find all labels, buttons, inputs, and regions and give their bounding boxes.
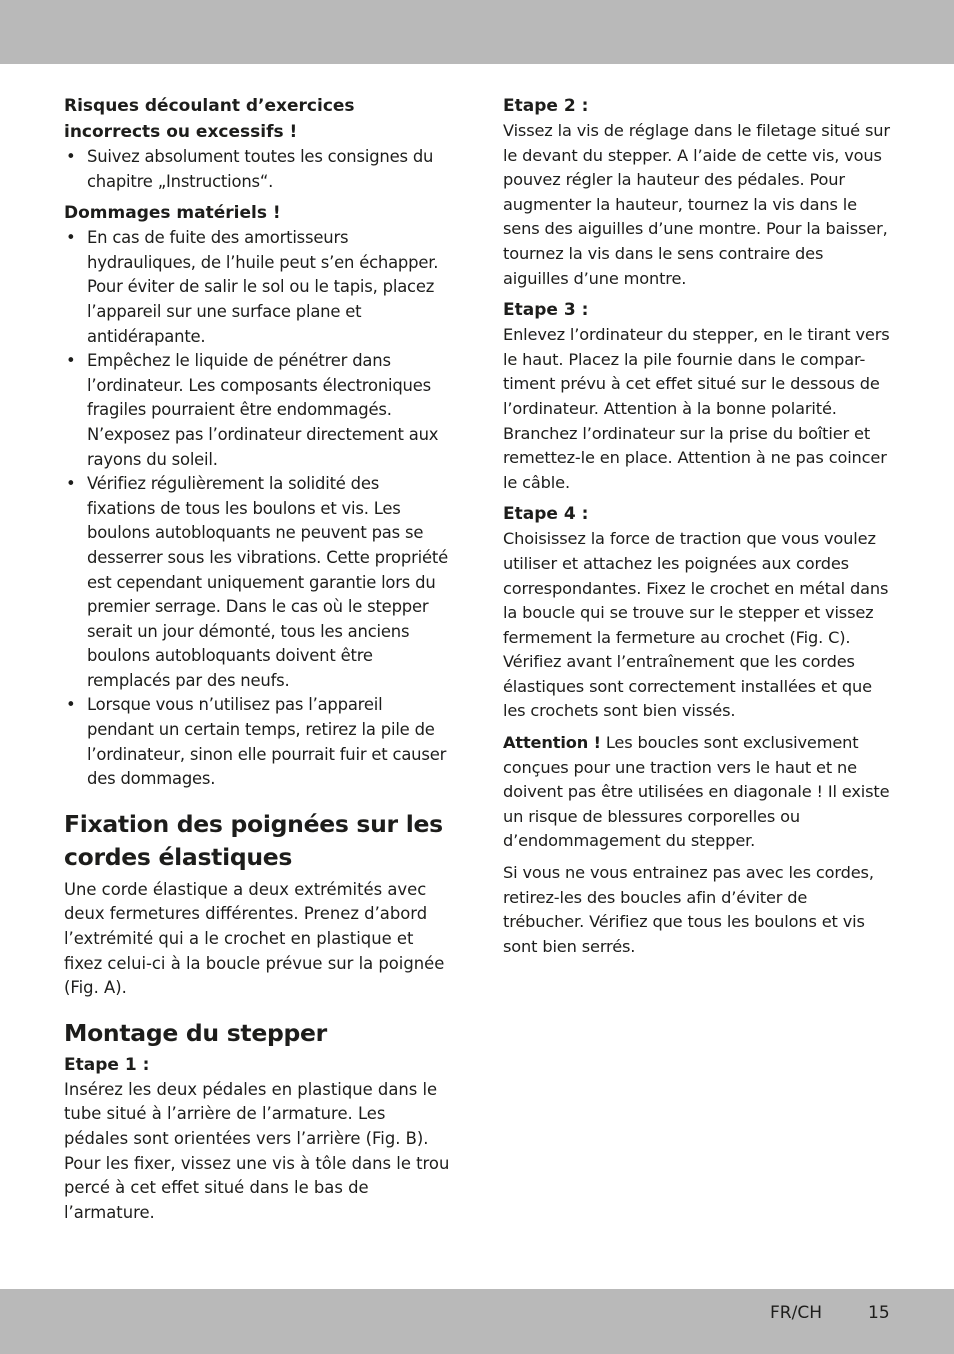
final-text: Si vous ne vous entrainez pas avec les cordes, retirez-les des boucles afin d’éviter de trébucher. Vérifiez que tous les boulons et vis sont bien serrés. [503,863,874,956]
step4-heading: Etape 4 : [503,504,589,525]
attention-text: Les boucles sont exclusivement conçues pour une traction vers le haut et ne doivent pas être utilisées en diagonale ! Il existe un risque de blessures corporelles ou d’endommagement du stepper. [503,733,890,851]
risk-list [64,145,450,194]
page-number: 15 [868,1303,890,1323]
risk-heading: Risques découlant d’exercices incorrects ou excessifs ! [64,96,355,142]
step2-heading: Etape 2 : [503,96,589,116]
fixation-heading: Fixation des poignées sur les cordes élastiques [64,809,443,871]
montage-heading: Montage du stepper [64,1018,327,1047]
list-item: • Empêchez le liquide de pénétrer dans l’ordinateur. Les composants électroniques fragiles pourraient être endommagés. N’exposez pas l’ordinateur directement aux rayons du soleil. [64,349,450,472]
right-column [503,93,893,959]
step2-text: Vissez la vis de réglage dans le filetage situé sur le devant du stepper. A l’aide de cette vis, vous pouvez régler la hauteur des pédales. Pour augmenter la hauteur, tournez la vis dans le sens des aiguilles d’une montre. Pour la baisser, tournez la vis dans le sens contraire des aiguilles d’une montre. [503,121,890,288]
left-column [64,93,450,1225]
footer-language: FR/CH [770,1303,822,1323]
step3-heading: Etape 3 : [503,300,589,321]
step3-text: Enlevez l’ordinateur du stepper, en le tirant vers le haut. Placez la pile fournie dans le compar-timent prévu à cet effet situé sur le dessous de l’ordinateur. Attention à la bonne polarité. Branchez l’ordinateur sur la prise du boîtier et remettez-le en place. Attention à ne pas coincer le câble. [503,325,890,492]
attention-label: Attention ! [503,733,601,753]
attention-paragraph [503,731,893,854]
step1-text: Insérez les deux pédales en plastique dans le tube situé à l’arrière de l’armature. Les pédales sont orientées vers l’arrière (Fig. B). Pour les fixer, vissez une vis à tôle dans le trou percé à cet effet situé dans le bas de l’armature. [64,1079,450,1222]
step4-text: Choisissez la force de traction que vous voulez utiliser et attachez les poignées aux cordes correspondantes. Fixez le crochet en métal dans la boucle qui se trouve sur le stepper et vissez fermement la fermeture au crochet (Fig. C). Vérifiez avant l’entraînement que les cordes élastiques sont correctement installées et que les crochets sont bien vissés. [503,529,889,721]
damage-list [64,226,450,792]
header-band [0,0,954,64]
list-item: • Vérifiez régulièrement la solidité des fixations de tous les boulons et vis. Les boulons autobloquants ne peuvent pas se desserrer sous les vibrations. Cette propriété est cependant uniquement garantie lors du premier serrage. Dans le cas où le stepper serait un jour démonté, tous les anciens boulons autobloquants doivent être remplacés par des neufs. [64,472,450,693]
damage-heading: Dommages matériels ! [64,203,281,224]
list-item: • Lorsque vous n’utilisez pas l’appareil pendant un certain temps, retirez la pile de l’ordinateur, sinon elle pourrait fuir et causer des dommages. [64,693,450,791]
step1-heading: Etape 1 : [64,1054,150,1075]
list-item: • Suivez absolument toutes les consignes du chapitre „Instructions“. [64,145,450,194]
fixation-text: Une corde élastique a deux extrémités avec deux fermetures différentes. Prenez d’abord l’extrémité qui a le crochet en plastique et fixez celui-ci à la boucle prévue sur la poignée (Fig. A). [64,879,445,998]
list-item: • En cas de fuite des amortisseurs hydrauliques, de l’huile peut s’en échapper. Pour éviter de salir le sol ou le tapis, placez l’appareil sur une surface plane et antidérapante. [64,226,450,349]
